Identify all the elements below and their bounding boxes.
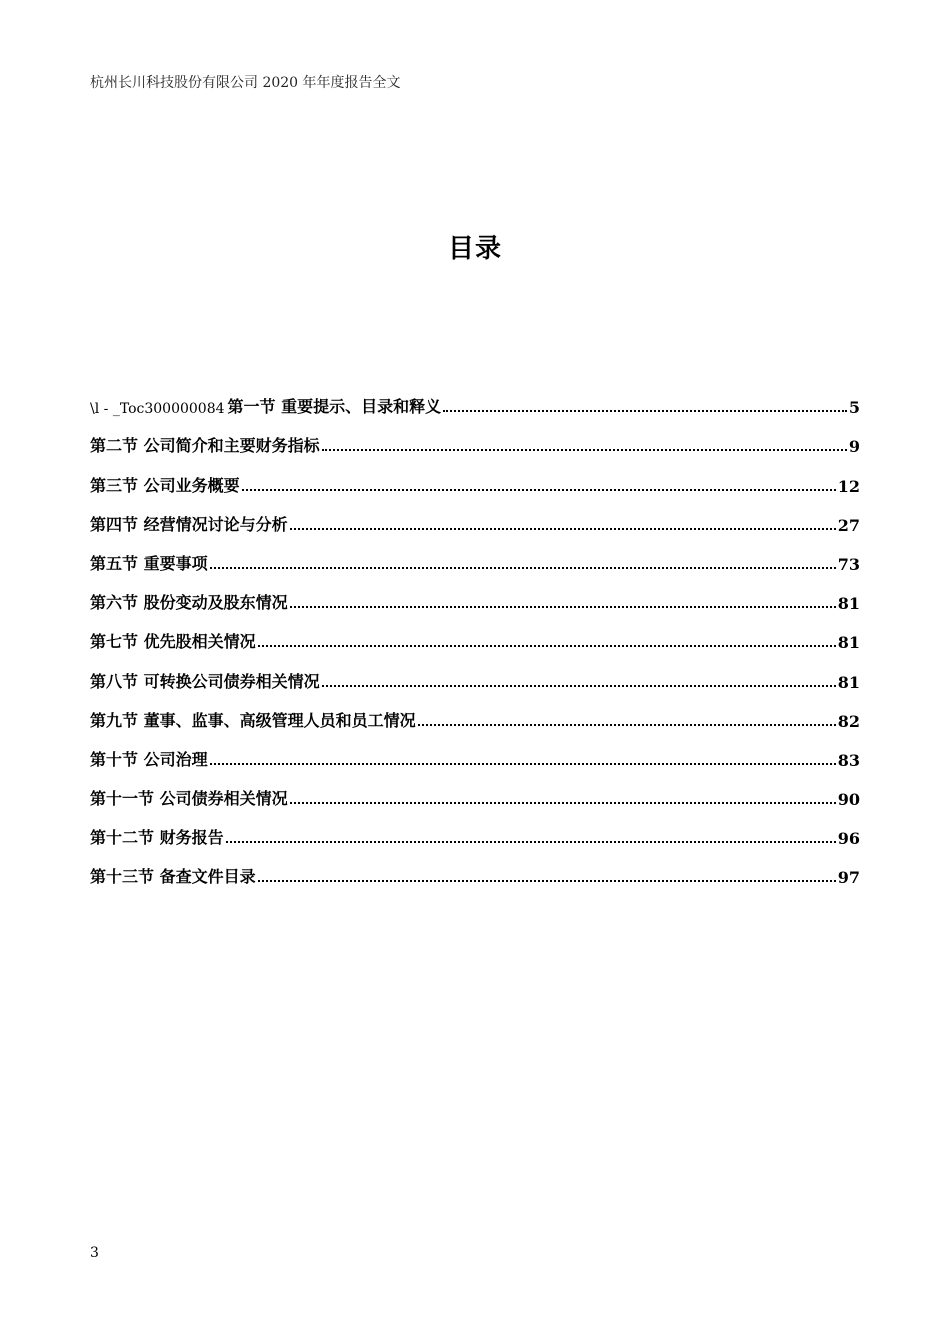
toc-entry-page: 82: [837, 711, 860, 731]
toc-entry-label: 第五节 重要事项: [90, 553, 208, 573]
toc-entry-label: 第六节 股份变动及股东情况: [90, 593, 288, 613]
toc-entry[interactable]: [90, 770, 860, 809]
toc-entry-label: 第十二节 财务报告: [90, 828, 224, 848]
toc-entry-page: 12: [837, 476, 860, 496]
toc-entry-page: 81: [837, 672, 860, 692]
dot-leader: [258, 880, 836, 882]
toc-entry-page: 81: [837, 594, 860, 614]
toc-entry-label: 第八节 可转换公司债券相关情况: [90, 671, 320, 691]
dot-leader: [418, 724, 836, 726]
toc-entry[interactable]: [90, 692, 860, 731]
dot-leader: [290, 606, 836, 608]
toc-title: 目录: [447, 234, 502, 264]
toc-entry-label: 第十一节 公司债券相关情况: [90, 789, 288, 809]
toc-entry[interactable]: [90, 652, 860, 691]
dot-leader: [242, 489, 836, 491]
toc-entry-label: 第十三节 备查文件目录: [90, 867, 256, 887]
toc-list: [90, 378, 860, 887]
dot-leader: [322, 449, 847, 451]
toc-entry-label: 第十节 公司治理: [90, 749, 208, 769]
toc-entry-label: 第七节 优先股相关情况: [90, 632, 256, 652]
toc-entry[interactable]: [90, 574, 860, 613]
toc-entry[interactable]: [90, 456, 860, 495]
toc-entry[interactable]: [90, 496, 860, 535]
running-header: 杭州长川科技股份有限公司 2020 年年度报告全文: [90, 75, 401, 91]
dot-leader: [290, 802, 836, 804]
toc-entry-label: 第九节 董事、监事、高级管理人员和员工情况: [90, 710, 416, 730]
toc-entry-label: 第三节 公司业务概要: [90, 475, 240, 495]
toc-entry[interactable]: [90, 731, 860, 770]
toc-field-code: \l - _Toc300000084: [90, 401, 225, 418]
toc-entry-page: 5: [848, 398, 860, 418]
toc-entry[interactable]: [90, 613, 860, 652]
dot-leader: [290, 528, 836, 530]
toc-entry-page: 97: [837, 868, 860, 888]
toc-entry[interactable]: [90, 417, 860, 456]
dot-leader: [210, 567, 836, 569]
toc-entry-page: 73: [837, 554, 860, 574]
toc-entry[interactable]: [90, 378, 860, 417]
toc-entry-page: 27: [837, 515, 860, 535]
dot-leader: [322, 685, 836, 687]
toc-entry-page: 96: [837, 829, 860, 849]
dot-leader: [226, 841, 836, 843]
toc-entry[interactable]: [90, 535, 860, 574]
toc-entry-page: 83: [837, 750, 860, 770]
page-number: 3: [90, 1245, 99, 1261]
toc-entry-label: 第一节 重要提示、目录和释义: [227, 397, 442, 417]
dot-leader: [258, 645, 836, 647]
dot-leader: [210, 763, 836, 765]
toc-entry[interactable]: [90, 848, 860, 887]
toc-entry-page: 90: [837, 790, 860, 810]
toc-entry[interactable]: [90, 809, 860, 848]
toc-entry-page: 9: [848, 437, 860, 457]
dot-leader: [443, 410, 847, 412]
toc-entry-page: 81: [837, 633, 860, 653]
toc-entry-label: 第二节 公司简介和主要财务指标: [90, 436, 320, 456]
toc-entry-label: 第四节 经营情况讨论与分析: [90, 514, 288, 534]
